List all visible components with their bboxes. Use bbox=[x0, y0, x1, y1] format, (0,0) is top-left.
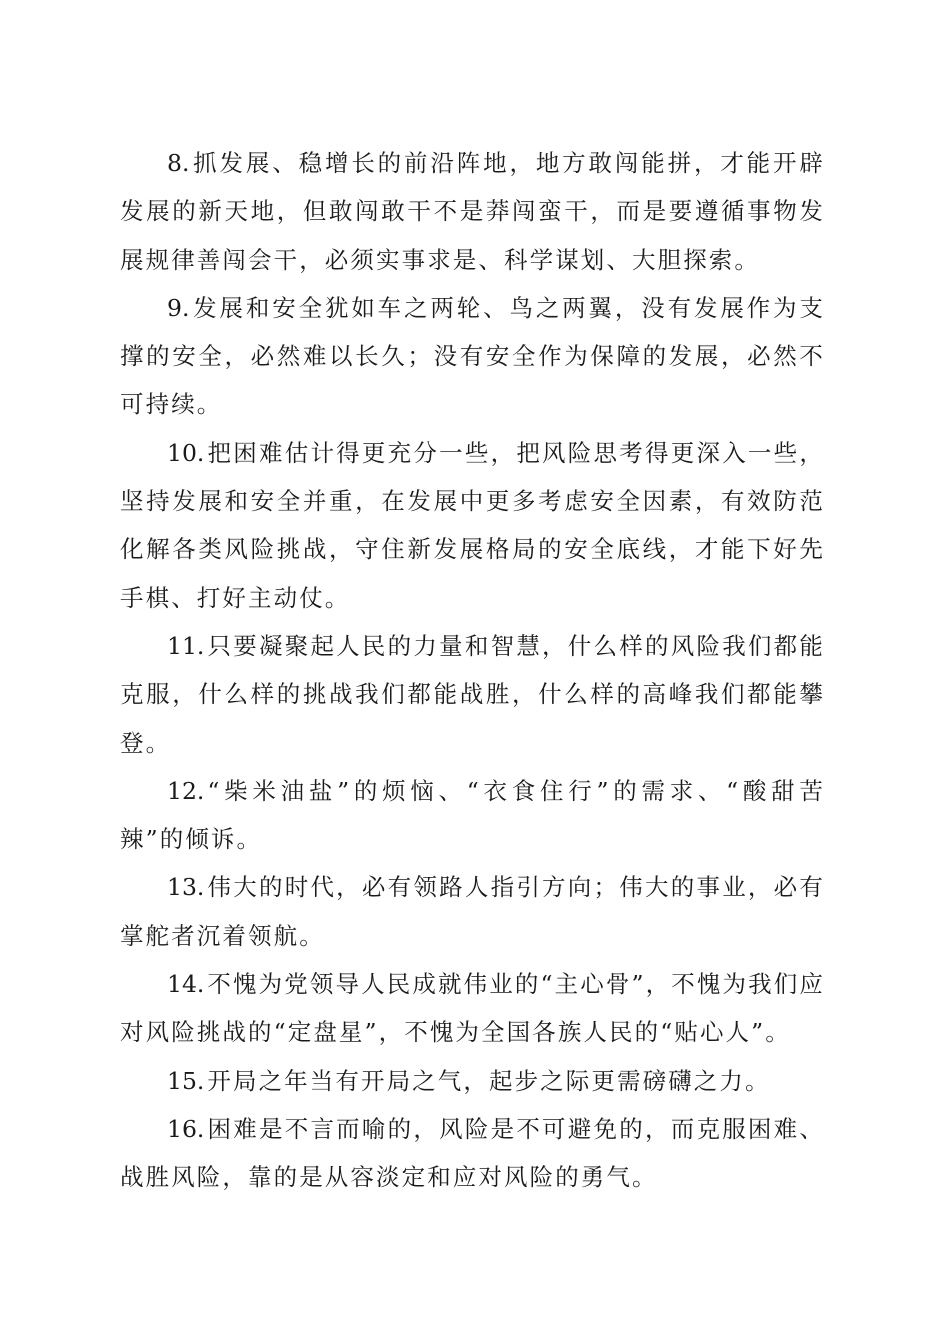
paragraph-number: 13. bbox=[167, 873, 205, 902]
paragraph-13 bbox=[120, 863, 825, 960]
paragraph-12 bbox=[120, 767, 825, 864]
paragraph-number: 8. bbox=[167, 149, 190, 177]
paragraph-text: 只要凝聚起人民的力量和智慧，什么样的风险我们都能克服，什么样的挑战我们都能战胜，什么样的高峰我们都能攀登。 bbox=[120, 631, 825, 757]
paragraph-text: “柴米油盐”的烦恼、“衣食住行”的需求、“酸甜苦辣”的倾诉。 bbox=[120, 776, 825, 854]
paragraph-number: 12. bbox=[167, 776, 205, 805]
paragraph-10 bbox=[120, 429, 825, 622]
paragraph-number: 10. bbox=[167, 438, 205, 467]
paragraph-text: 困难是不言而喻的，风险是不可避免的，而克服困难、战胜风险，靠的是从容淡定和应对风险的勇气。 bbox=[120, 1114, 825, 1192]
paragraph-number: 16. bbox=[167, 1114, 205, 1143]
document-page bbox=[120, 139, 825, 1202]
paragraph-16 bbox=[120, 1105, 825, 1202]
paragraph-text: 抓发展、稳增长的前沿阵地，地方敢闯能拼，才能开辟发展的新天地，但敢闯敢干不是莽闯蛮干，而是要遵循事物发展规律善闯会干，必须实事求是、科学谋划、大胆探索。 bbox=[120, 149, 825, 274]
paragraph-text: 开局之年当有开局之气，起步之际更需磅礴之力。 bbox=[207, 1066, 771, 1095]
paragraph-number: 9. bbox=[167, 293, 190, 322]
paragraph-number: 11. bbox=[167, 631, 205, 660]
paragraph-9 bbox=[120, 284, 825, 429]
paragraph-14 bbox=[120, 960, 825, 1057]
paragraph-text: 发展和安全犹如车之两轮、鸟之两翼，没有发展作为支撑的安全，必然难以长久；没有安全作为保障的发展，必然不可持续。 bbox=[120, 293, 825, 419]
paragraph-text: 不愧为党领导人民成就伟业的“主心骨”，不愧为我们应对风险挑战的“定盘星”，不愧为全国各族人民的“贴心人”。 bbox=[120, 970, 825, 1047]
paragraph-text: 把困难估计得更充分一些，把风险思考得更深入一些，坚持发展和安全并重，在发展中更多考虑安全因素，有效防范化解各类风险挑战，守住新发展格局的安全底线，才能下好先手棋、打好主动仗。 bbox=[120, 438, 825, 612]
paragraph-text: 伟大的时代，必有领路人指引方向；伟大的事业，必有掌舵者沉着领航。 bbox=[120, 873, 825, 950]
paragraph-15 bbox=[120, 1057, 825, 1105]
paragraph-11 bbox=[120, 622, 825, 767]
paragraph-number: 14. bbox=[167, 970, 205, 999]
paragraph-number: 15. bbox=[167, 1066, 205, 1095]
paragraph-8 bbox=[120, 139, 825, 284]
